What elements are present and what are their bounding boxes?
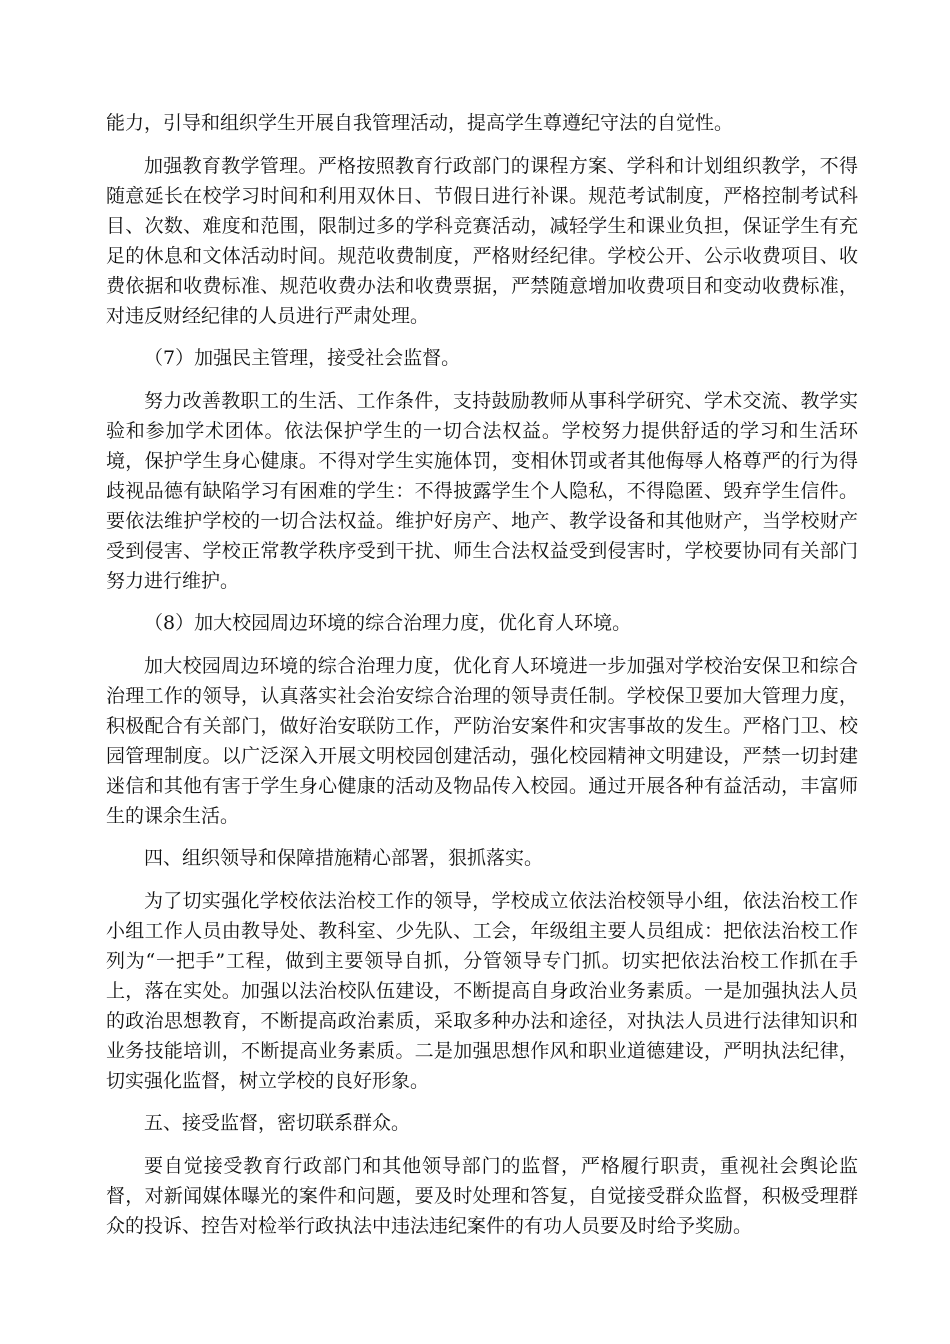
paragraph-teaching-management: 加强教育教学管理。严格按照教育行政部门的课程方案、学科和计划组织教学，不得随意延长在校学习时间和利用双休日、节假日进行补课。规范考试制度，严格控制考试科目、次数、难度和范围，限制过多的学科竞赛活动，减轻学生和课业负担，保证学生有充足的休息和文体活动时间。规范收费制度，严格财经纪律。学校公开、公示收费项目、收费依据和收费标准、规范收费办法和收费票据，严禁随意增加收费项目和变动收费标准，对违反财经纪律的人员进行严肃处理。 — [106, 155, 858, 327]
document-body — [106, 108, 858, 1241]
heading-section-four: 四、组织领导和保障措施精心部署，狠抓落实。 — [144, 847, 544, 869]
paragraph-continuation: 能力，引导和组织学生开展自我管理活动，提高学生尊遵纪守法的自觉性。 — [106, 112, 734, 134]
paragraph-campus-security: 加大校园周边环境的综合治理力度，优化育人环境进一步加强对学校治安保卫和综合治理工作的领导，认真落实社会治安综合治理的领导责任制。学校保卫要加大管理力度，积极配合有关部门，做好治安联防工作，严防治安案件和灾害事故的发生。严格门卫、校园管理制度。以广泛深入开展文明校园创建活动，强化校园精神文明建设，严禁一切封建迷信和其他有害于学生身心健康的活动及物品传入校园。通过开展各种有益活动，丰富师生的课余生活。 — [106, 655, 858, 827]
heading-campus-environment: （8）加大校园周边环境的综合治理力度，优化育人环境。 — [144, 612, 632, 634]
heading-democratic-management: （7）加强民主管理，接受社会监督。 — [144, 347, 461, 369]
paragraph-staff-and-student-rights: 努力改善教职工的生活、工作条件，支持鼓励教师从事科学研究、学术交流、教学实验和参加学术团体。依法保护学生的一切合法权益。学校努力提供舒适的学习和生活环境，保护学生身心健康。不得对学生实施体罚，变相休罚或者其他侮辱人格尊严的行为得歧视品德有缺陷学习有困难的学生：不得披露学生个人隐私，不得隐匿、毁弃学生信件。要依法维护学校的一切合法权益。维护好房产、地产、教学设备和其他财产，当学校财产受到侵害、学校正常教学秩序受到干扰、师生合法权益受到侵害时，学校要协同有关部门努力进行维护。 — [106, 390, 858, 592]
heading-section-five: 五、接受监督，密切联系群众。 — [144, 1112, 411, 1134]
paragraph-supervision: 要自觉接受教育行政部门和其他领导部门的监督，严格履行职责，重视社会舆论监督，对新闻媒体曝光的案件和问题，要及时处理和答复，自觉接受群众监督，积极受理群众的投诉、控告对检举行政执法中违法违纪案件的有功人员要及时给予奖励。 — [106, 1155, 858, 1237]
paragraph-leadership-group: 为了切实强化学校依法治校工作的领导，学校成立依法治校领导小组，依法治校工作小组工作人员由教导处、教科室、少先队、工会，年级组主要人员组成：把依法治校工作列为“一把手”工程，做到主要领导自抓，分管领导专门抓。切实把依法治校工作抓在手上，落在实处。加强以法治校队伍建设，不断提高自身政治业务素质。一是加强执法人员的政治思想教育，不断提高政治素质，采取多种办法和途径，对执法人员进行法律知识和业务技能培训，不断提高业务素质。二是加强思想作风和职业道德建设，严明执法纪律，切实强化监督，树立学校的良好形象。 — [106, 890, 858, 1092]
